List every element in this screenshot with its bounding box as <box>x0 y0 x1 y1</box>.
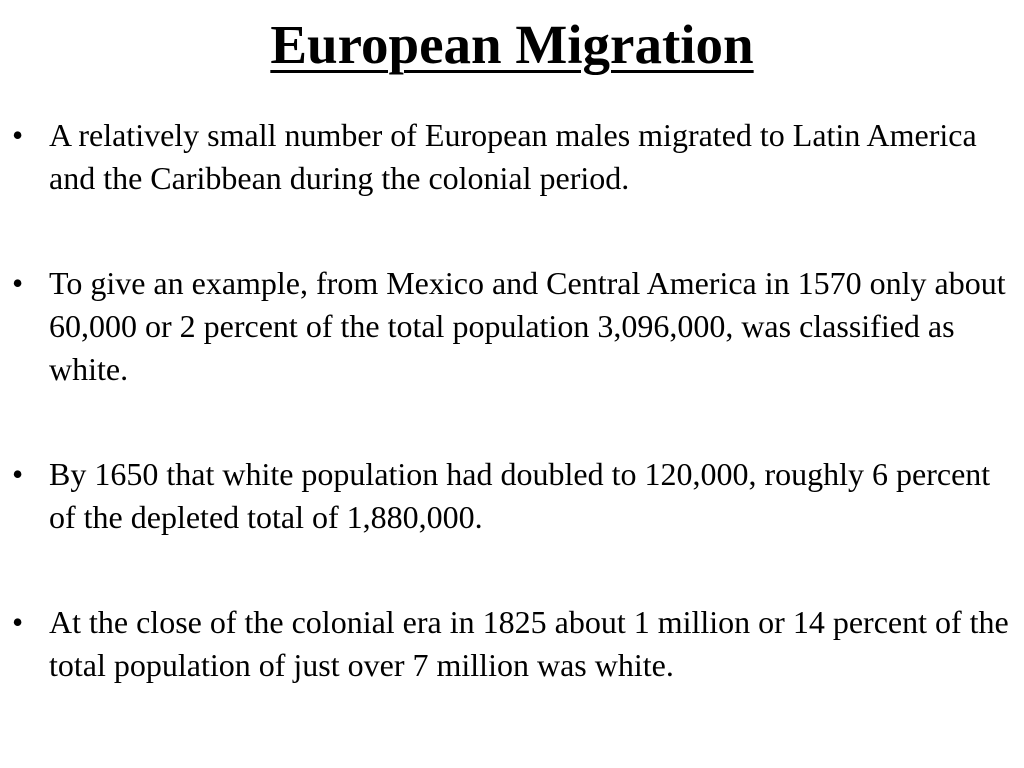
bullet-item <box>12 114 1018 200</box>
bullet-text: At the close of the colonial era in 1825 about 1 million or 14 percent of the total population of just over 7 million was white. <box>49 604 1009 683</box>
bullet-dot-icon: • <box>12 604 24 640</box>
bullet-item <box>12 453 1018 539</box>
bullet-text: To give an example, from Mexico and Central America in 1570 only about 60,000 or 2 percent of the total population 3,096,000, was classified as white. <box>49 265 1006 387</box>
bullet-text: By 1650 that white population had doubled to 120,000, roughly 6 percent of the depleted total of 1,880,000. <box>49 456 991 535</box>
slide-title: European Migration <box>270 14 754 75</box>
bullet-dot-icon: • <box>12 456 24 492</box>
bullet-dot-icon: • <box>12 265 24 301</box>
bullet-text: A relatively small number of European males migrated to Latin America and the Caribbean during the colonial period. <box>49 117 977 196</box>
bullet-dot-icon: • <box>12 117 24 153</box>
bullet-item <box>12 601 1018 687</box>
bullet-list <box>12 114 1018 749</box>
bullet-item <box>12 262 1018 391</box>
